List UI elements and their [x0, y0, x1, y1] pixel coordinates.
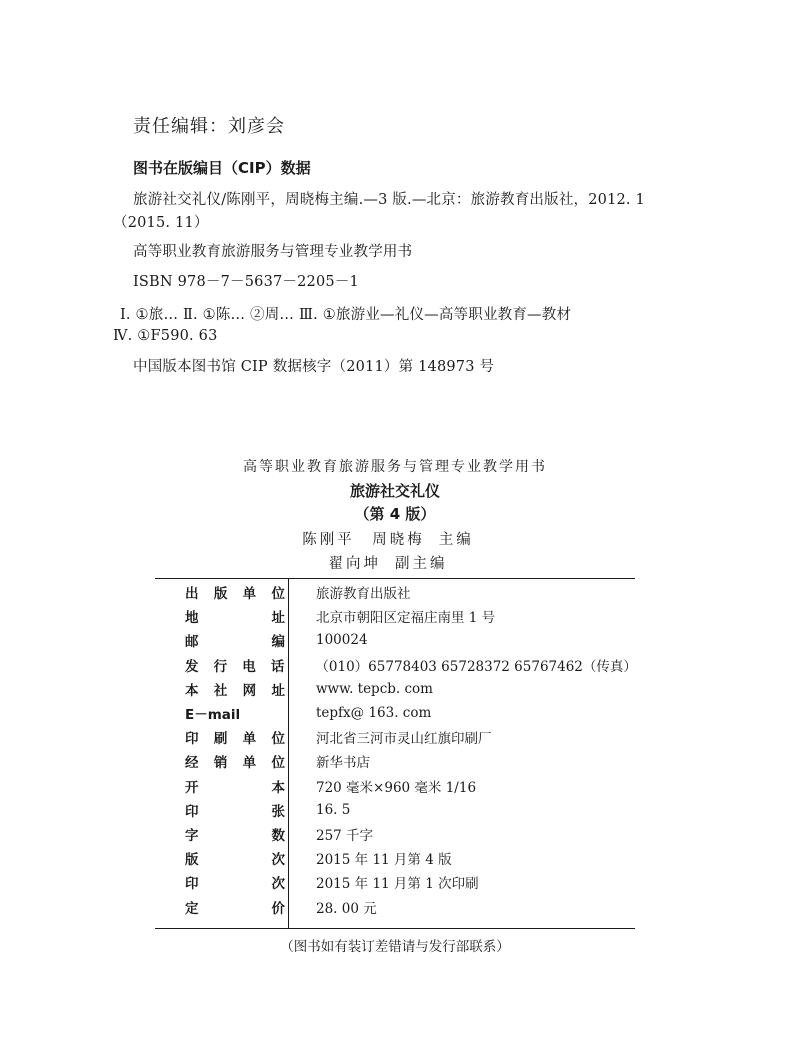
cip-entry-line: 旅游社交礼仪/陈刚平，周晓梅主编.—3 版.—北京：旅游教育出版社，2012. 1: [133, 192, 645, 208]
cip-entry-continuation: （2015. 11）: [113, 215, 209, 231]
info-row-label: 开本: [185, 779, 285, 796]
info-row-value: 257 千字: [316, 827, 374, 844]
info-row: [155, 870, 635, 894]
info-row-label: 本社网址: [185, 682, 285, 699]
cip-isbn: ISBN 978－7－5637－2205－1: [133, 274, 359, 290]
info-row: [155, 798, 635, 822]
responsible-editor: 责任编辑：刘彦会: [133, 116, 285, 137]
info-row-value: 北京市朝阳区定福庄南里 1 号: [316, 610, 496, 627]
associate-editor-name: 翟向坤: [328, 556, 381, 572]
info-row-label: 定价: [185, 900, 285, 917]
associate-editor-role: 副主编: [395, 556, 448, 572]
info-row-value: 2015 年 11 月第 1 次印刷: [316, 876, 479, 893]
info-row: [155, 894, 635, 918]
info-row-label: 发行电话: [185, 658, 285, 675]
info-row-value: 2015 年 11 月第 4 版: [316, 852, 452, 869]
cip-classification: Ⅳ. ①F590. 63: [113, 328, 218, 344]
info-row-value: （010）65778403 65728372 65767462（传真）: [315, 658, 637, 675]
info-row-value: 河北省三河市灵山红旗印刷厂: [316, 731, 492, 748]
info-row: [155, 653, 635, 677]
associate-editor-line: [0, 552, 790, 573]
info-row-label: 印刷单位: [185, 731, 285, 748]
info-row-label: 印次: [185, 876, 285, 893]
cip-heading: 图书在版编目（CIP）数据: [133, 159, 311, 177]
info-row: [155, 774, 635, 798]
info-row-label: 字数: [185, 827, 285, 844]
info-row-value: 新华书店: [316, 755, 370, 772]
table-bottom-rule: [155, 928, 635, 929]
info-row: [155, 677, 635, 701]
info-row-value: 100024: [316, 632, 368, 649]
edition-label: （第 4 版）: [354, 505, 436, 523]
info-row-value: tepfx@ 163. com: [316, 705, 432, 722]
info-row: [155, 822, 635, 846]
info-row-label: 经销单位: [185, 755, 285, 772]
book-title: 旅游社交礼仪: [349, 482, 440, 500]
cip-record-number: 中国版本图书馆 CIP 数据核字（2011）第 148973 号: [133, 359, 495, 375]
editors-role: 主编: [438, 532, 474, 548]
info-row: [155, 628, 635, 652]
info-row: [155, 701, 635, 725]
info-row: [155, 749, 635, 773]
table-top-rule: [155, 578, 635, 579]
cip-series-line: 高等职业教育旅游服务与管理专业教学用书: [133, 244, 413, 260]
info-row-value: 16. 5: [316, 801, 351, 818]
info-row: [155, 846, 635, 870]
editors-names: 陈刚平 周晓梅: [302, 532, 425, 548]
cip-subjects: Ⅰ. ①旅… Ⅱ. ①陈… ②周… Ⅲ. ①旅游业—礼仪—高等职业教育—教材: [120, 307, 572, 323]
info-row-label: E－mail: [185, 707, 241, 724]
info-row-label: 版次: [185, 852, 285, 869]
info-row-value: 28. 00 元: [316, 900, 377, 917]
info-row-value: 720 毫米×960 毫米 1/16: [316, 779, 477, 796]
info-row-label: 地址: [185, 610, 285, 627]
editors-line: [0, 528, 790, 549]
publication-info-table: [155, 580, 635, 919]
info-row-value: 旅游教育出版社: [316, 586, 411, 603]
info-row: [155, 725, 635, 749]
info-row-value: www. tepcb. com: [316, 680, 433, 697]
binding-error-note: （图书如有装订差错请与发行部联系）: [280, 939, 510, 955]
info-row-label: 邮编: [185, 634, 285, 651]
info-row: [155, 580, 635, 604]
info-row: [155, 604, 635, 628]
series-title: 高等职业教育旅游服务与管理专业教学用书: [243, 459, 547, 475]
info-row-label: 出版单位: [185, 586, 285, 603]
info-row-label: 印张: [185, 803, 285, 820]
